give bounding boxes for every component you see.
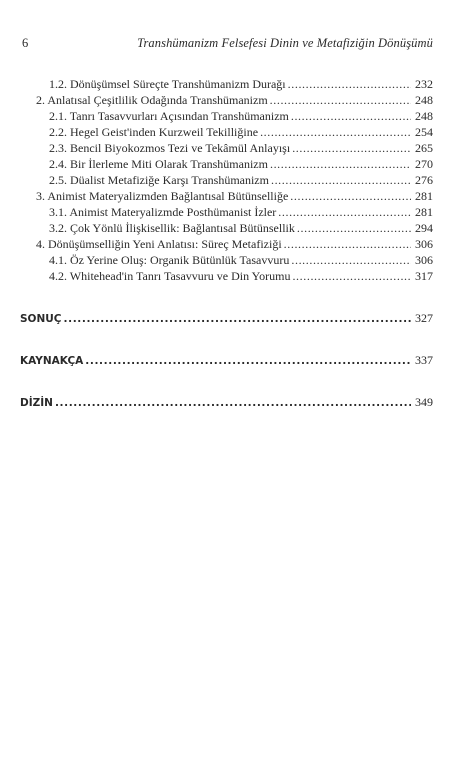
toc-entry-title: 3.2. Çok Yönlü İlişkisellik: Bağlantısal Bütünsellik [49, 221, 295, 235]
toc-section-sonuç[interactable] [20, 310, 433, 326]
dot-leader [291, 252, 411, 268]
toc-entry[interactable] [20, 236, 433, 252]
dot-leader [292, 140, 411, 156]
toc-entries [20, 76, 433, 284]
dot-leader [291, 108, 411, 124]
toc-entry-title: 1.2. Dönüşümsel Süreçte Transhümanizm Durağı [49, 77, 286, 91]
dot-leader [260, 124, 411, 140]
toc-entry[interactable] [20, 156, 433, 172]
toc-section-title: SONUÇ [20, 313, 62, 325]
dot-leader [284, 236, 411, 252]
dot-leader [64, 311, 411, 327]
toc-section-page: 337 [415, 353, 433, 367]
toc-section-title: KAYNAKÇA [20, 355, 84, 367]
toc-entry-page: 306 [415, 253, 433, 267]
toc-entry-title: 2.2. Hegel Geist'inden Kurzweil Tekilliğine [49, 125, 259, 139]
dot-leader [297, 220, 411, 236]
toc-entry-page: 276 [415, 173, 433, 187]
toc-entry-title: 2.3. Bencil Biyokozmos Tezi ve Tekâmül Anlayışı [49, 141, 291, 155]
toc-entry[interactable] [20, 220, 433, 236]
toc-entry-page: 281 [415, 189, 433, 203]
toc-entry-title: 2.1. Tanrı Tasavvurları Açısından Transhümanizm [49, 109, 289, 123]
toc-entry[interactable] [20, 92, 433, 108]
toc-entry-page: 232 [415, 77, 433, 91]
toc-entry-page: 265 [415, 141, 433, 155]
toc-entry-page: 248 [415, 109, 433, 123]
dot-leader [278, 204, 411, 220]
dot-leader [290, 188, 411, 204]
toc-sections [20, 284, 433, 410]
toc-section-kaynakça[interactable] [20, 352, 433, 368]
toc-entry-title: 2.5. Düalist Metafiziğe Karşı Transhümanizm [49, 173, 269, 187]
toc-entry-page: 254 [415, 125, 433, 139]
dot-leader [270, 92, 411, 108]
toc-entry[interactable] [20, 252, 433, 268]
toc-entry-title: 2. Anlatısal Çeşitlilik Odağında Transhümanizm [36, 93, 268, 107]
toc-entry-page: 317 [415, 269, 433, 283]
running-title: Transhümanizm Felsefesi Dinin ve Metafiziğin Dönüşümü [137, 36, 433, 50]
toc-section-page: 327 [415, 311, 433, 325]
toc-entry-page: 270 [415, 157, 433, 171]
dot-leader [271, 172, 411, 188]
toc-entry[interactable] [20, 204, 433, 220]
toc-entry-page: 306 [415, 237, 433, 251]
dot-leader [55, 395, 411, 411]
dot-leader [270, 156, 411, 172]
toc-entry-title: 4. Dönüşümselliğin Yeni Anlatısı: Süreç Metafiziği [36, 237, 282, 251]
toc-entry-title: 2.4. Bir İlerleme Miti Olarak Transhümanizm [49, 157, 268, 171]
toc-entry-title: 4.1. Öz Yerine Oluş: Organik Bütünlük Tasavvuru [49, 253, 290, 267]
toc-entry[interactable] [20, 172, 433, 188]
toc-entry-page: 294 [415, 221, 433, 235]
toc-entry[interactable] [20, 268, 433, 284]
toc-entry-title: 3. Animist Materyalizmden Bağlantısal Bütünselliğe [36, 189, 289, 203]
table-of-contents [20, 76, 433, 410]
dot-leader [292, 268, 411, 284]
toc-section-di̇zi̇n[interactable] [20, 394, 433, 410]
toc-entry-page: 248 [415, 93, 433, 107]
toc-entry[interactable] [20, 76, 433, 92]
dot-leader [85, 353, 411, 369]
page-header [20, 36, 433, 56]
toc-entry[interactable] [20, 124, 433, 140]
toc-entry-page: 281 [415, 205, 433, 219]
page-number: 6 [22, 36, 29, 50]
toc-entry-title: 3.1. Animist Materyalizmde Posthümanist İzler [49, 205, 277, 219]
toc-entry[interactable] [20, 140, 433, 156]
dot-leader [288, 76, 411, 92]
toc-entry-title: 4.2. Whitehead'in Tanrı Tasavvuru ve Din Yorumu [49, 269, 291, 283]
toc-entry[interactable] [20, 108, 433, 124]
toc-entry[interactable] [20, 188, 433, 204]
toc-section-title: DİZİN [20, 397, 53, 409]
toc-section-page: 349 [415, 395, 433, 409]
